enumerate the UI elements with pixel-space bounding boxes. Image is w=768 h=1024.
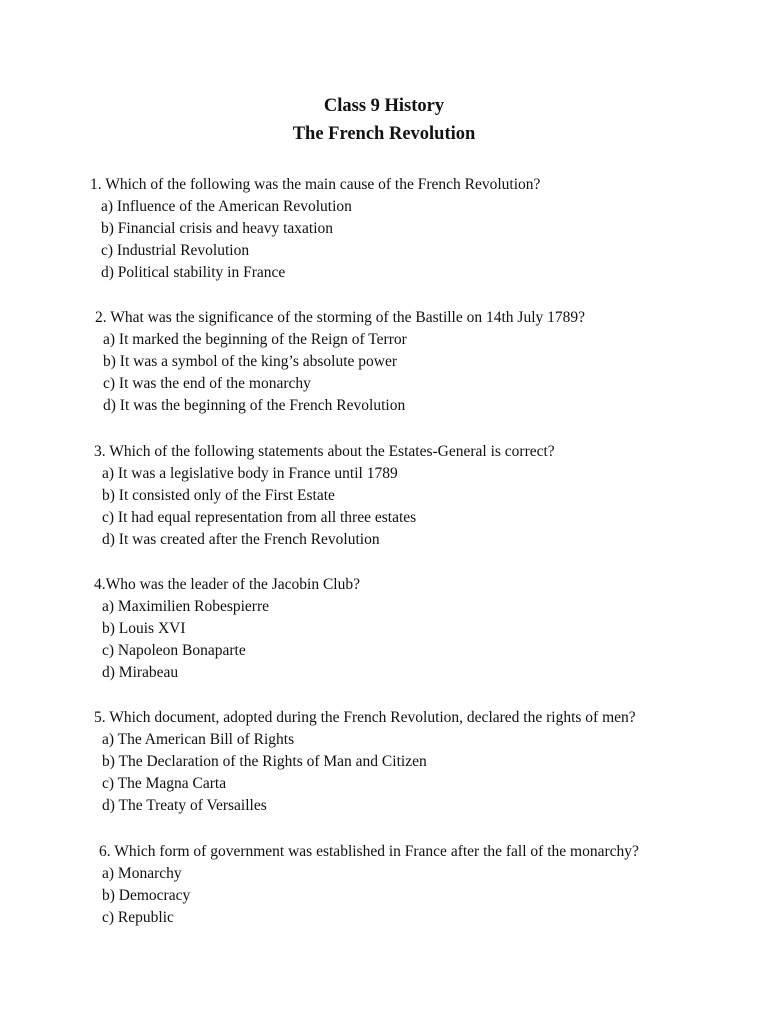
option-a: a) It was a legislative body in France until 1789 (102, 465, 398, 482)
question-text: 4.Who was the leader of the Jacobin Club? (94, 576, 360, 593)
option-a: a) Influence of the American Revolution (101, 198, 352, 215)
option-b: b) Democracy (102, 887, 191, 904)
option-b: b) It consisted only of the First Estate (102, 487, 335, 504)
option-a: a) Maximilien Robespierre (102, 598, 270, 615)
option-c: c) It had equal representation from all three estates (102, 509, 417, 526)
question-4 (94, 574, 360, 684)
question-text: 2. What was the significance of the storming of the Bastille on 14th July 1789? (95, 309, 586, 326)
option-b: b) It was a symbol of the king’s absolute power (103, 353, 398, 370)
question-text: 5. Which document, adopted during the French Revolution, declared the rights of men? (94, 709, 636, 726)
option-b: b) Financial crisis and heavy taxation (101, 220, 334, 237)
option-d: d) Mirabeau (102, 664, 179, 681)
question-5 (94, 707, 636, 817)
option-d: d) The Treaty of Versailles (102, 797, 267, 814)
option-b: b) Louis XVI (102, 620, 186, 637)
option-d: d) Political stability in France (101, 264, 286, 281)
question-text: 3. Which of the following statements about the Estates-General is correct? (94, 443, 555, 460)
question-1 (90, 174, 540, 284)
option-d: d) It was the beginning of the French Revolution (103, 397, 406, 414)
question-text: 6. Which form of government was established in France after the fall of the monarchy? (99, 843, 639, 860)
option-c: c) Napoleon Bonaparte (102, 642, 246, 659)
option-b: b) The Declaration of the Rights of Man and Citizen (102, 753, 427, 770)
question-6 (99, 841, 639, 929)
document-title-topic: The French Revolution (292, 124, 476, 144)
option-a: a) It marked the beginning of the Reign of Terror (103, 331, 407, 348)
option-c: c) It was the end of the monarchy (103, 375, 311, 392)
option-c: c) The Magna Carta (102, 775, 227, 792)
question-2 (95, 307, 585, 417)
question-3 (94, 441, 555, 551)
option-c: c) Industrial Revolution (101, 242, 250, 259)
document-title-class: Class 9 History (323, 96, 445, 116)
option-c: c) Republic (102, 909, 174, 926)
option-a: a) Monarchy (102, 865, 182, 882)
option-d: d) It was created after the French Revolution (102, 531, 380, 548)
option-a: a) The American Bill of Rights (102, 731, 295, 748)
question-text: 1. Which of the following was the main cause of the French Revolution? (90, 176, 541, 193)
